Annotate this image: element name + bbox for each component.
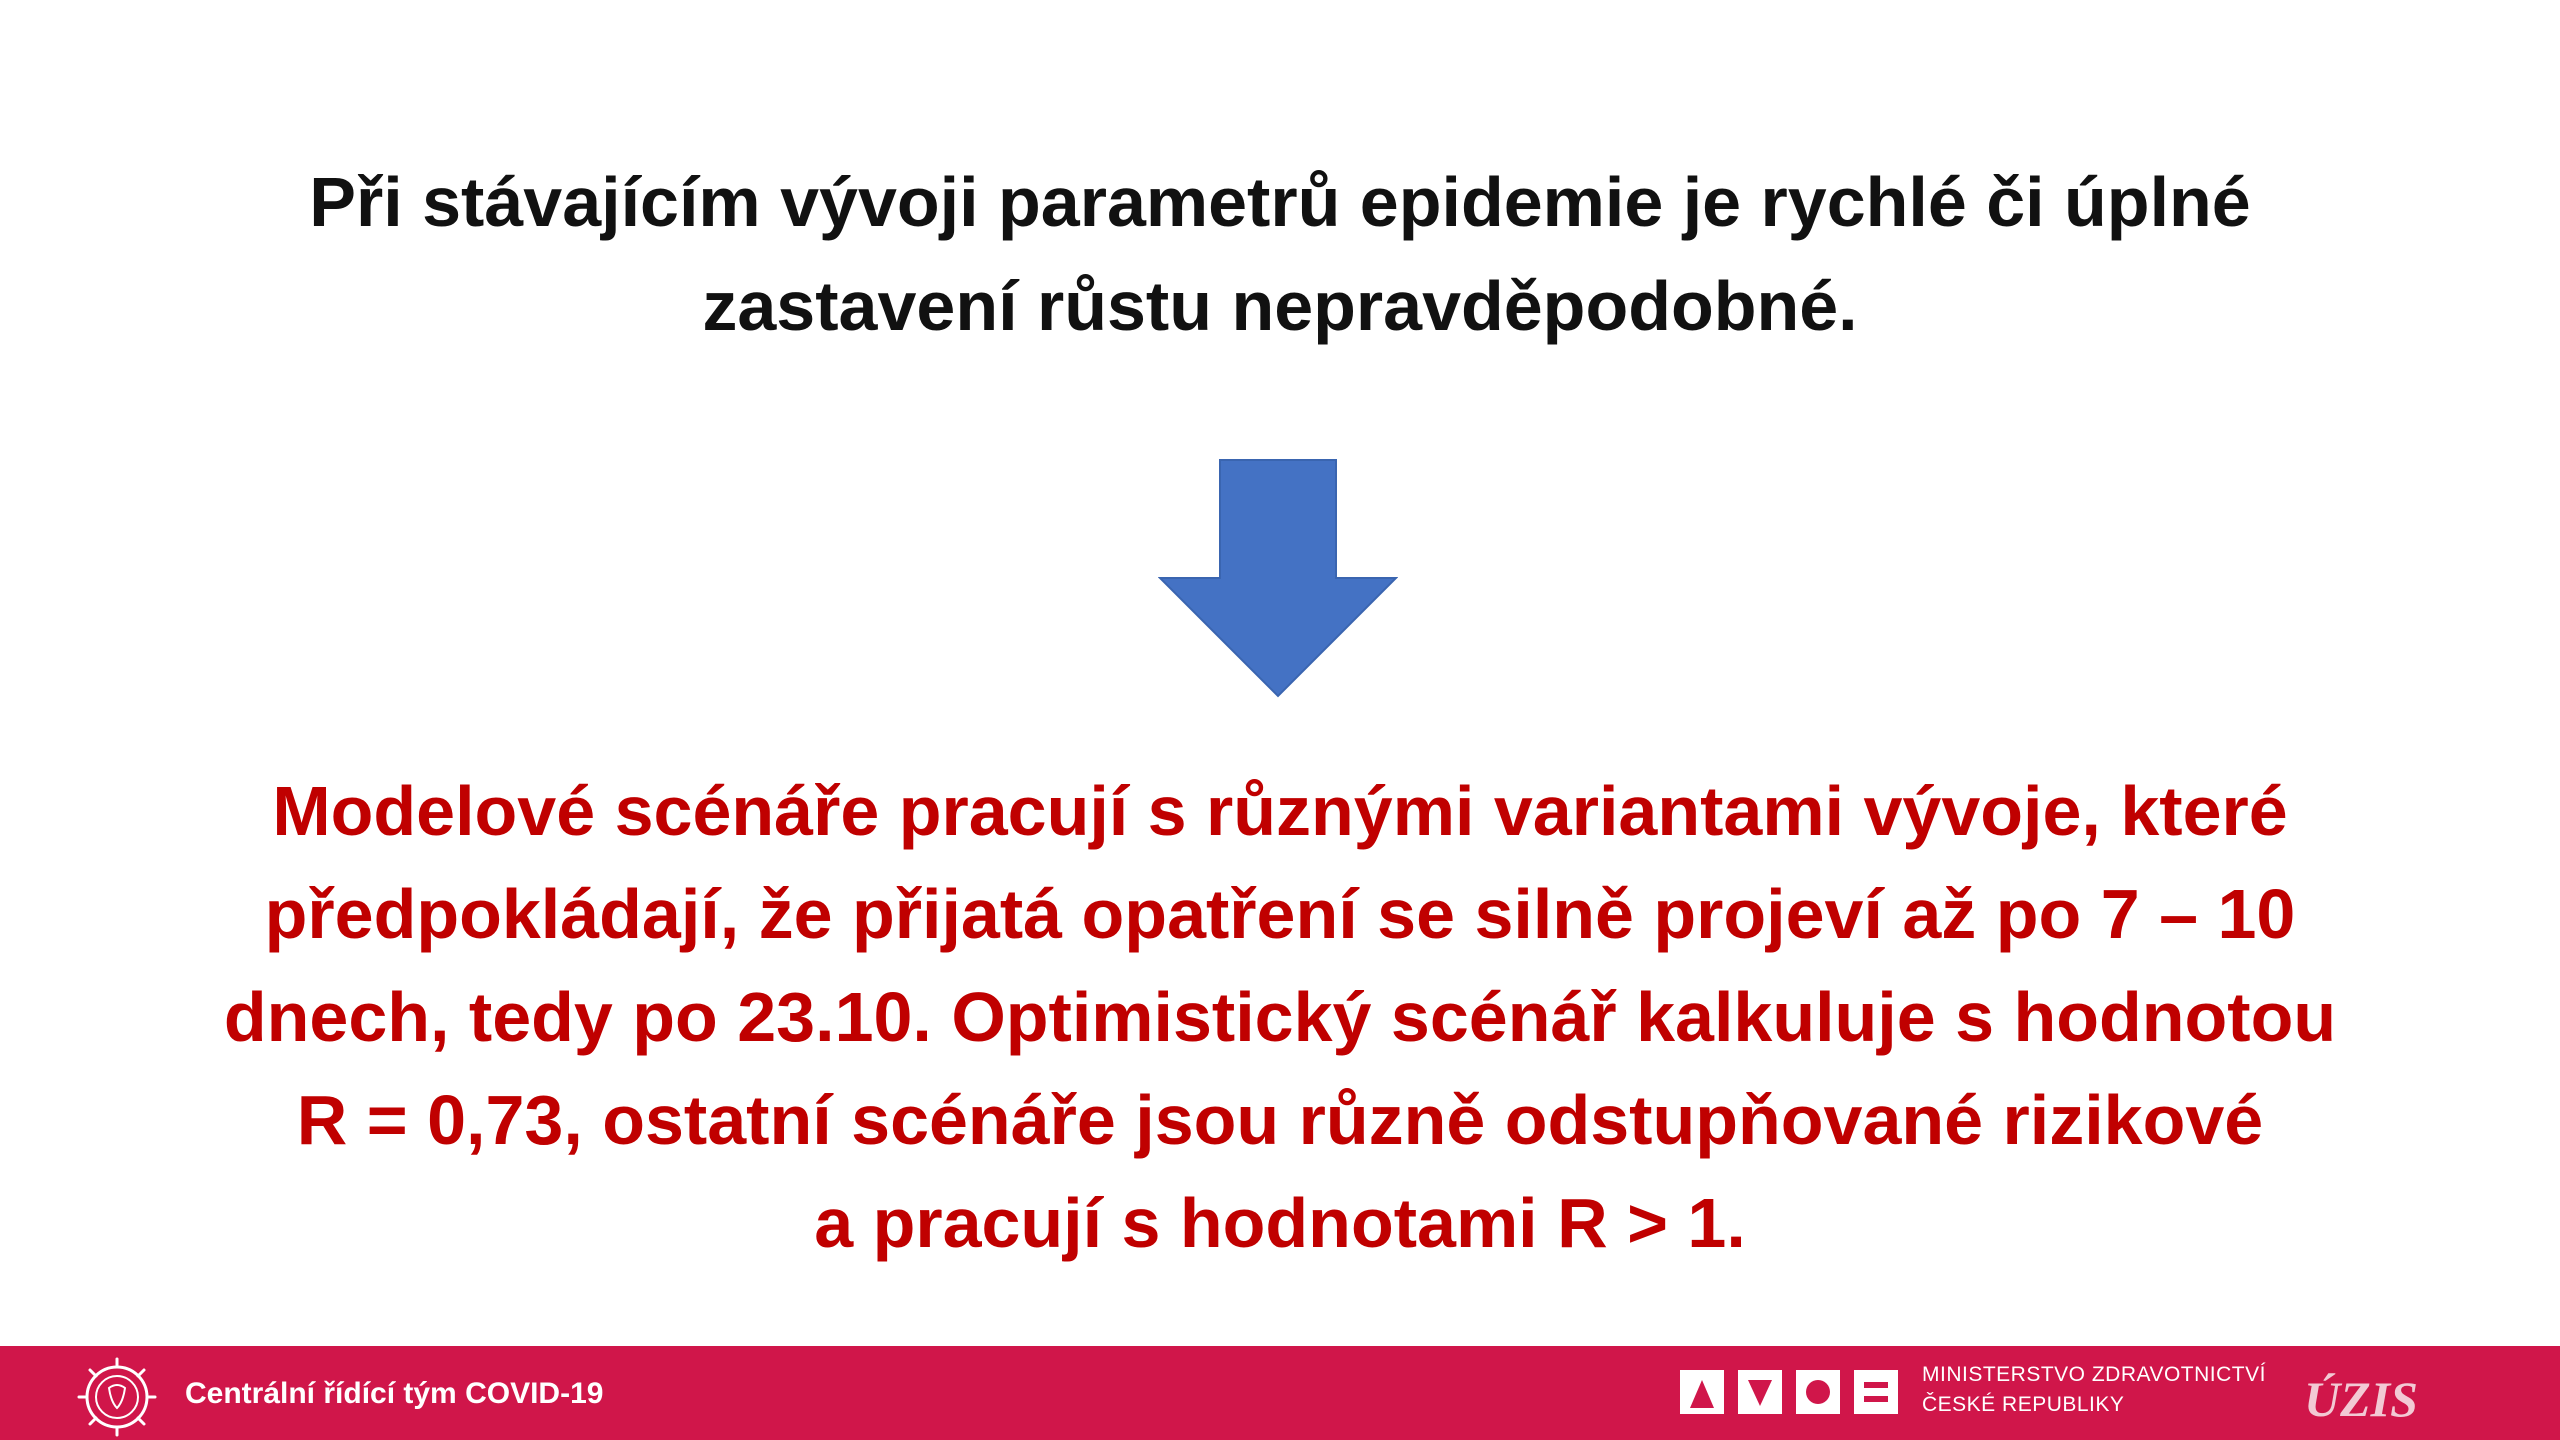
scenario-line-1: Modelové scénáře pracují s různými variantami vývoje, které: [272, 772, 2288, 850]
footer-bar: [0, 1346, 2560, 1440]
emblem-icon: [76, 1356, 158, 1438]
down-arrow-icon: [1158, 458, 1398, 698]
scenario-line-5: a pracují s hodnotami R > 1.: [814, 1184, 1746, 1262]
uzis-logo-text: ÚZIS: [2304, 1371, 2418, 1427]
mzcr-logo-icon: [1678, 1364, 1900, 1420]
ministry-name-line-1: MINISTERSTVO ZDRAVOTNICTVÍ: [1922, 1363, 2266, 1386]
headline-line-1: Při stávajícím vývoji parametrů epidemie je rychlé či úplné: [309, 163, 2251, 241]
headline-line-2: zastavení růstu nepravděpodobné.: [702, 267, 1858, 345]
scenario-line-3: dnech, tedy po 23.10. Optimistický scénář kalkuluje s hodnotou: [223, 978, 2337, 1056]
scenario-line-2: předpokládají, že přijatá opatření se silně projeví až po 7 – 10: [264, 875, 2296, 953]
uzis-logo-icon: [2300, 1358, 2430, 1430]
team-name: Centrální řídící tým COVID-19: [185, 1377, 604, 1410]
scenario-text: [0, 760, 2560, 1275]
headline: [0, 150, 2560, 358]
scenario-line-4: R = 0,73, ostatní scénáře jsou různě odstupňované rizikové: [296, 1081, 2264, 1159]
ministry-name: [1922, 1360, 2266, 1420]
ministry-name-line-2: ČESKÉ REPUBLIKY: [1922, 1393, 2125, 1416]
